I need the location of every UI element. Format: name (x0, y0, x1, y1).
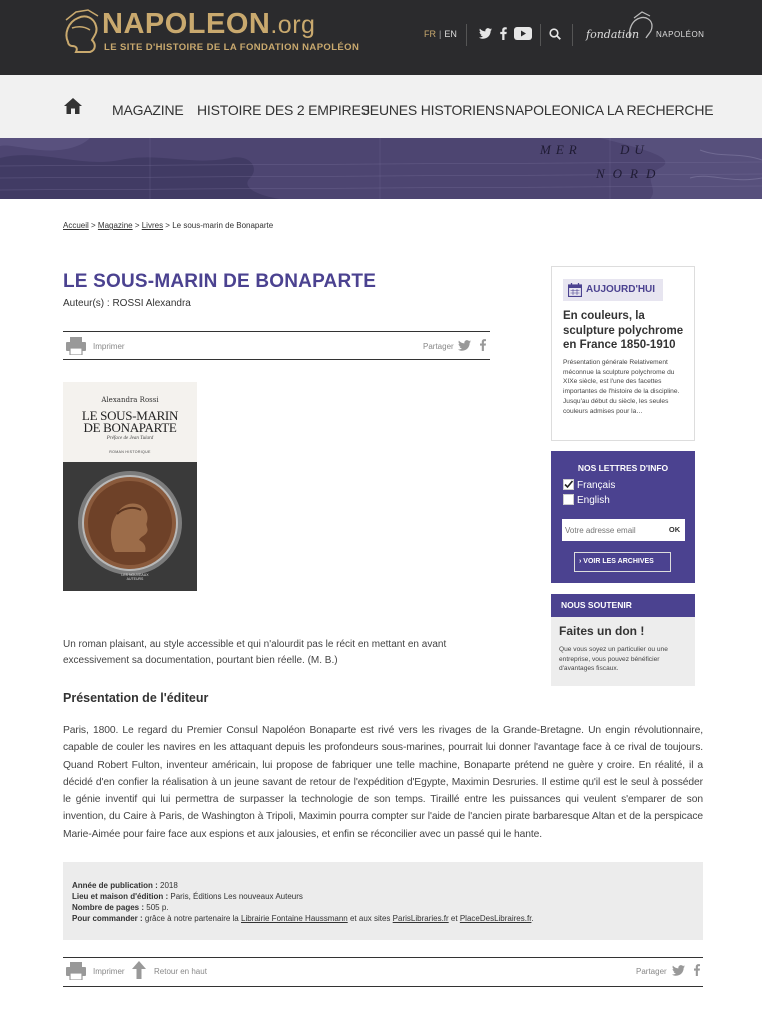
info-order (72, 914, 534, 923)
info-order-et: et (450, 914, 458, 923)
breadcrumb-separator: > (163, 221, 173, 230)
today-text: Présentation générale Relativement méconnue la sculpture polychrome du XIXe siècle, est l'une des facettes importantes de l'histoire de la discipline. Jusqu'au début du siècle, les seules couleurs admises pour la… (563, 359, 680, 415)
info-pages (72, 903, 169, 912)
calendar-icon (568, 283, 582, 297)
cover-title-line2: DE BONAPARTE (83, 420, 177, 435)
divider (63, 331, 490, 332)
newsletter-title: NOS LETTRES D'INFO (577, 463, 669, 473)
share-twitter-icon[interactable] (458, 340, 471, 351)
info-year-label: Année de publication : (72, 881, 158, 890)
support-title: NOUS SOUTENIR (561, 600, 632, 610)
map-label-du: DU (620, 142, 649, 157)
link-parislibraries[interactable]: ParisLibraries.fr (392, 914, 449, 923)
napoleon-profile-logo-icon[interactable] (62, 8, 102, 54)
cover-genre: ROMAN HISTORIQUE (109, 450, 151, 454)
share-label: Partager (423, 342, 454, 351)
info-order-text: grâce à notre partenaire la (144, 914, 239, 923)
print-icon[interactable] (66, 337, 86, 355)
print-link-bottom[interactable]: Imprimer (93, 967, 125, 976)
breadcrumb (63, 221, 273, 230)
cover-title-line1: LE SOUS-MARIN (81, 408, 179, 423)
link-placedeslibraires[interactable]: PlaceDesLibraires.fr (459, 914, 532, 923)
breadcrumb-separator: > (88, 221, 98, 230)
book-cover (63, 382, 197, 591)
fondation-name[interactable]: NAPOLÉON (656, 30, 705, 39)
info-order-and: et aux sites (349, 914, 391, 923)
cover-publisher: LES NOUVEAUX AUTEURS (121, 573, 149, 581)
share-facebook-icon[interactable] (480, 339, 486, 351)
breadcrumb-magazine[interactable]: Magazine (97, 221, 133, 230)
checkmark-icon (563, 479, 574, 490)
link-librairie[interactable]: Librairie Fontaine Haussmann (241, 914, 348, 923)
breadcrumb-current: Le sous-marin de Bonaparte (172, 221, 274, 230)
facebook-icon[interactable] (500, 27, 507, 40)
view-archives-button[interactable] (574, 552, 671, 572)
info-place-value: Paris, Éditions Les nouveaux Auteurs (170, 892, 303, 901)
share-label-bottom: Partager (636, 967, 667, 976)
breadcrumb-home[interactable]: Accueil (63, 221, 89, 230)
review-text: Un roman plaisant, au style accessible et qui n'alourdit pas le récit en mettant en avant excessivement sa documentation, pourtant bien réelle. (M. B.) (63, 639, 447, 666)
newsletter-fr-checkbox[interactable] (563, 479, 574, 490)
arrow-up-icon[interactable] (132, 961, 146, 979)
map-label-nord: NORD (596, 166, 664, 181)
info-pages-label: Nombre de pages : (72, 903, 145, 912)
share-twitter-icon[interactable] (672, 965, 685, 976)
page-title: LE SOUS-MARIN DE BONAPARTE (63, 271, 377, 292)
print-icon[interactable] (66, 962, 86, 980)
map-banner (0, 138, 762, 199)
newsletter-fr-label: Français (577, 480, 616, 491)
breadcrumb-livres[interactable]: Livres (141, 221, 164, 230)
nav-item-jeunes-historiens[interactable]: JEUNES HISTORIENS (363, 102, 505, 118)
divider (63, 957, 703, 958)
nav-item-napoleonica[interactable]: NAPOLEONICA LA RECHERCHE (505, 102, 714, 118)
info-order-label: Pour commander : (72, 914, 143, 923)
fondation-label[interactable]: fondation (586, 28, 640, 41)
info-place (72, 892, 303, 901)
search-icon[interactable] (549, 28, 561, 40)
today-title[interactable]: En couleurs, la sculpture polychrome en France 1850-1910 (563, 310, 684, 351)
divider (466, 24, 467, 46)
article-author: Auteur(s) : ROSSI Alexandra (63, 298, 191, 309)
book-info-box (63, 862, 703, 940)
home-icon[interactable] (64, 98, 82, 114)
donate-text: Que vous soyez un particulier ou une entreprise, vous pouvez bénéficier d'avantages fiscaux. (559, 646, 668, 673)
newsletter-en-label: English (577, 495, 610, 506)
print-link[interactable]: Imprimer (93, 342, 125, 351)
language-switcher (424, 29, 457, 39)
map-label-mer: MER (540, 142, 582, 157)
newsletter-en-checkbox[interactable] (563, 494, 574, 505)
site-tagline: LE SITE D'HISTOIRE DE LA FONDATION NAPOLÉON (104, 42, 360, 53)
back-to-top-link[interactable]: Retour en haut (154, 967, 207, 976)
site-logo-title[interactable]: NAPOLEON.org (102, 8, 316, 40)
nav-item-histoire[interactable]: HISTOIRE DES 2 EMPIRES (197, 102, 370, 118)
archives-label: VOIR LES ARCHIVES (583, 558, 654, 565)
napoleon-medal-image (77, 470, 183, 576)
divider (63, 986, 703, 987)
presentation-heading: Présentation de l'éditeur (63, 691, 209, 705)
info-order-end: . (531, 914, 534, 923)
info-pages-value: 505 p. (146, 903, 169, 912)
cover-author: Alexandra Rossi (101, 396, 159, 404)
chevron-right-icon: › (579, 558, 582, 565)
divider (540, 24, 541, 46)
lang-fr-link[interactable]: FR (424, 29, 436, 39)
info-year (72, 881, 178, 890)
info-place-label: Lieu et maison d'édition : (72, 892, 169, 901)
presentation-text: Paris, 1800. Le regard du Premier Consul Napoléon Bonaparte est rivé vers les rivages de la Grande-Bretagne. Un engin révolutionnaire, capable de couler les navires en les attaquant depuis les profondeurs sous-marines, pourrait lui donner l'avantage face à ce rival de toujours. Quand Robert Fulton, inventeur américain, lui propose de fabriquer une telle machine, Bonaparte prétend ne guère y croire. En réalité, il a décidé d'en confier la réalisation à un jeune savant de retour de l'expédition d'Egypte, Maximin Desruries. Il estime qu'il est le seul à posséder le génie inventif qui lui permettra de surpasser la technologie de son temps. Tiraillé entre les puissances qui veulent s'emparer de son invention, du Caire à Paris, de Washington à Tripoli, Maximin pourra compter sur l'aide de l'ancien pirate barbaresque Altan et de la perspicace Marie-Aimée pour faire face aux espions et aux jalousies, et enfin se réconcilier avec un passé qui le hante. (63, 725, 703, 840)
info-year-value: 2018 (160, 881, 178, 890)
newsletter-ok-button[interactable]: OK (664, 519, 685, 541)
twitter-icon[interactable] (479, 28, 492, 39)
share-facebook-icon[interactable] (694, 964, 700, 976)
youtube-icon[interactable] (514, 27, 532, 40)
divider (63, 359, 490, 360)
divider (572, 24, 573, 46)
donate-heading[interactable]: Faites un don ! (559, 624, 645, 638)
newsletter-email-input[interactable] (562, 519, 664, 541)
cover-preface: Préface de Jean Tulard (106, 436, 154, 441)
breadcrumb-separator: > (132, 221, 142, 230)
nav-item-magazine[interactable]: MAGAZINE (112, 102, 184, 118)
today-label: AUJOURD'HUI (586, 284, 656, 295)
lang-separator: | (439, 29, 442, 39)
lang-en-link[interactable]: EN (444, 29, 457, 39)
